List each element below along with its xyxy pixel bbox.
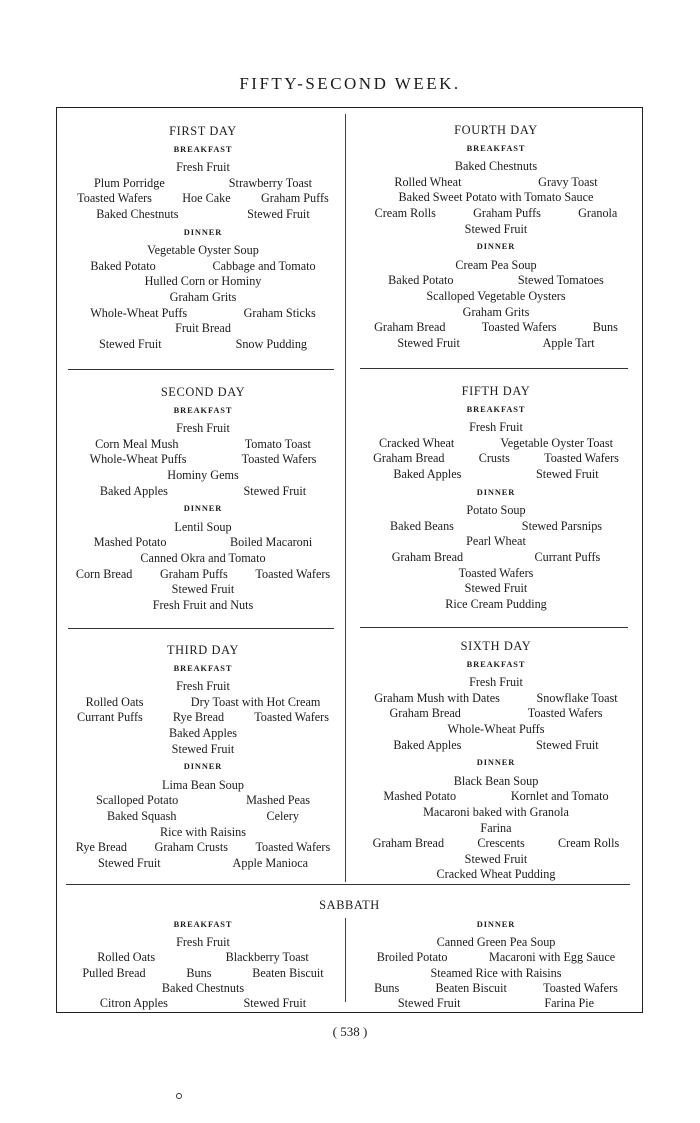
- menu-row: [62, 582, 344, 598]
- menu-item: Baked Apples: [99, 483, 168, 498]
- menu-row: [356, 503, 636, 519]
- day-title: THIRD DAY: [166, 643, 240, 657]
- menu-item: Cracked Wheat: [379, 435, 455, 450]
- menu-row: [62, 274, 344, 290]
- menu-row: [356, 467, 636, 483]
- menu-item: Rolled Oats: [85, 694, 144, 709]
- menu-row: [62, 950, 344, 965]
- menu-item: Fruit Bread: [175, 321, 231, 336]
- day-section: [356, 123, 636, 351]
- menu-row: [356, 691, 636, 707]
- menu-item: Broiled Potato: [376, 950, 448, 965]
- menu-row: [356, 935, 636, 950]
- menu-item: Stewed Fruit: [171, 582, 235, 597]
- menu-item: Baked Apples: [393, 737, 462, 752]
- menu-row: [62, 160, 344, 176]
- menu-row: [62, 421, 344, 437]
- menu-row: [356, 258, 636, 274]
- menu-item: Buns: [186, 965, 212, 980]
- menu-item: Graham Sticks: [243, 305, 316, 320]
- menu-item: Stewed Fruit: [97, 855, 161, 870]
- menu-item: Cream Rolls: [558, 836, 620, 851]
- menu-item: Canned Green Pea Soup: [436, 935, 556, 950]
- menu-row: [356, 190, 636, 206]
- menu-row: [356, 305, 636, 321]
- menu-item: Citron Apples: [99, 996, 168, 1011]
- menu-row: [356, 175, 636, 191]
- day-section: [62, 385, 344, 613]
- menu-row: [356, 206, 636, 222]
- menu-row: [356, 550, 636, 566]
- menu-row: [62, 207, 344, 223]
- menu-item: Lentil Soup: [174, 519, 232, 534]
- menu-item: Black Bean Soup: [453, 773, 539, 788]
- menu-item: Baked Apples: [393, 466, 462, 481]
- menu-item: Fresh Fruit and Nuts: [152, 597, 254, 612]
- menu-item: Fresh Fruit: [469, 675, 523, 690]
- menu-row: [62, 337, 344, 353]
- menu-row: [356, 436, 636, 452]
- menu-row: [356, 821, 636, 837]
- menu-row: [62, 290, 344, 306]
- menu-item: Graham Grits: [169, 289, 237, 304]
- day-title: SIXTH DAY: [460, 639, 532, 653]
- menu-item: Stewed Fruit: [247, 206, 310, 221]
- menu-item: Whole-Wheat Puffs: [89, 452, 187, 467]
- menu-item: Tomato Toast: [244, 436, 311, 451]
- menu-item: Hominy Gems: [167, 467, 239, 482]
- dinner-label: DINNER: [476, 758, 516, 768]
- menu-row: [356, 966, 636, 981]
- menu-row: [62, 567, 344, 583]
- menu-item: Stewed Fruit: [171, 741, 235, 756]
- day-title: FIFTH DAY: [461, 384, 531, 398]
- menu-item: Stewed Fruit: [243, 996, 307, 1011]
- menu-row: [62, 259, 344, 275]
- menu-item: Toasted Wafers: [481, 320, 557, 335]
- menu-row: [356, 981, 636, 996]
- menu-item: Rolled Wheat: [394, 174, 462, 189]
- menu-item: Stewed Tomatoes: [517, 273, 604, 288]
- menu-item: Currant Puffs: [534, 549, 601, 564]
- menu-item: Corn Bread: [75, 566, 133, 581]
- menu-item: Stewed Fruit: [464, 851, 528, 866]
- menu-item: Toasted Wafers: [458, 565, 534, 580]
- breakfast-label: BREAKFAST: [466, 659, 526, 669]
- menu-item: Fresh Fruit: [176, 679, 230, 694]
- menu-item: Crusts: [478, 451, 510, 466]
- menu-item: Hoe Cake: [182, 191, 231, 206]
- menu-row: [356, 789, 636, 805]
- sabbath-title: SABBATH: [319, 898, 380, 912]
- menu-item: Graham Grits: [462, 304, 530, 319]
- menu-row: [356, 996, 636, 1011]
- day-separator: [360, 627, 628, 628]
- menu-row: [356, 675, 636, 691]
- menu-item: Hulled Corn or Hominy: [144, 274, 262, 289]
- menu-item: Baked Beans: [389, 518, 454, 533]
- menu-item: Cream Rolls: [374, 205, 436, 220]
- menu-item: Dry Toast with Hot Cream: [190, 694, 321, 709]
- menu-row: [62, 468, 344, 484]
- breakfast-label: BREAKFAST: [466, 143, 526, 153]
- menu-item: Pearl Wheat: [466, 534, 526, 549]
- menu-item: Stewed Parsnips: [521, 518, 603, 533]
- menu-item: Pulled Bread: [82, 965, 146, 980]
- menu-item: Strawberry Toast: [228, 175, 312, 190]
- menu-row: [62, 809, 344, 825]
- menu-item: Rye Bread: [75, 840, 128, 855]
- menu-item: Stewed Fruit: [464, 581, 528, 596]
- menu-row: [356, 774, 636, 790]
- menu-row: [62, 551, 344, 567]
- menu-item: Celery: [266, 808, 299, 823]
- menu-item: Rye Bread: [172, 710, 225, 725]
- menu-item: Graham Bread: [391, 549, 464, 564]
- menu-item: Plum Porridge: [94, 175, 165, 190]
- menu-item: Graham Bread: [373, 451, 445, 466]
- menu-item: Canned Okra and Tomato: [140, 550, 266, 565]
- menu-item: Buns: [374, 980, 400, 995]
- day-separator: [68, 628, 334, 629]
- column-divider: [345, 114, 346, 882]
- menu-item: Toasted Wafers: [77, 191, 152, 206]
- menu-row: [62, 243, 344, 259]
- day-section: [356, 639, 636, 883]
- menu-item: Baked Potato: [90, 258, 156, 273]
- menu-item: Graham Bread: [374, 320, 446, 335]
- menu-item: Graham Puffs: [473, 205, 541, 220]
- dinner-label: DINNER: [476, 242, 516, 252]
- menu-item: Graham Puffs: [260, 191, 329, 206]
- menu-row: [356, 805, 636, 821]
- menu-item: Graham Crusts: [154, 840, 228, 855]
- menu-row: [62, 778, 344, 794]
- menu-item: Fresh Fruit: [469, 420, 523, 435]
- menu-row: [62, 695, 344, 711]
- menu-item: Buns: [592, 320, 618, 335]
- menu-item: Macaroni baked with Granola: [423, 804, 569, 819]
- menu-item: Kornlet and Tomato: [510, 789, 609, 804]
- menu-item: Baked Squash: [107, 808, 177, 823]
- menu-item: Toasted Wafers: [254, 710, 329, 725]
- breakfast-label: BREAKFAST: [173, 144, 233, 154]
- menu-item: Farina: [480, 820, 512, 835]
- menu-row: [62, 679, 344, 695]
- menu-row: [62, 191, 344, 207]
- menu-item: Graham Mush with Dates: [374, 690, 500, 705]
- menu-row: [62, 452, 344, 468]
- menu-row: [62, 520, 344, 536]
- breakfast-label: BREAKFAST: [466, 404, 526, 414]
- day-separator: [68, 369, 334, 370]
- menu-row: [62, 996, 344, 1011]
- day-section: [62, 124, 344, 352]
- menu-item: Steamed Rice with Raisins: [430, 965, 562, 980]
- menu-item: Stewed Fruit: [536, 737, 599, 752]
- menu-item: Whole-Wheat Puffs: [447, 721, 545, 736]
- menu-item: Graham Bread: [372, 836, 445, 851]
- menu-row: [356, 534, 636, 550]
- day-separator: [360, 368, 628, 369]
- menu-item: Lima Bean Soup: [162, 777, 244, 792]
- menu-item: Boiled Macaroni: [230, 535, 313, 550]
- menu-item: Apple Manioca: [232, 855, 309, 870]
- menu-item: Fresh Fruit: [176, 421, 230, 436]
- menu-item: Gravy Toast: [538, 174, 598, 189]
- menu-row: [62, 710, 344, 726]
- menu-row: [356, 336, 636, 352]
- menu-item: Potato Soup: [466, 503, 526, 518]
- menu-row: [62, 306, 344, 322]
- menu-row: [62, 726, 344, 742]
- menu-item: Toasted Wafers: [544, 451, 619, 466]
- dinner-label: DINNER: [183, 762, 223, 772]
- menu-row: [356, 566, 636, 582]
- menu-item: Snowflake Toast: [536, 690, 618, 705]
- menu-item: Apple Tart: [542, 335, 595, 350]
- menu-item: Rolled Oats: [97, 950, 156, 965]
- menu-item: Currant Puffs: [77, 710, 143, 725]
- menu-item: Blackberry Toast: [225, 950, 309, 965]
- menu-item: Vegetable Oyster Toast: [500, 435, 613, 450]
- menu-item: Snow Pudding: [235, 336, 308, 351]
- menu-row: [62, 981, 344, 996]
- menu-row: [62, 176, 344, 192]
- menu-item: Mashed Peas: [246, 793, 311, 808]
- menu-item: Graham Puffs: [159, 566, 228, 581]
- menu-item: Cracked Wheat Pudding: [436, 867, 556, 882]
- sabbath-dinner: [356, 915, 636, 1011]
- menu-row: [356, 289, 636, 305]
- menu-item: Scalloped Potato: [95, 793, 179, 808]
- menu-row: [62, 598, 344, 614]
- dinner-label: DINNER: [183, 504, 223, 514]
- menu-row: [62, 966, 344, 981]
- menu-row: [62, 437, 344, 453]
- menu-item: Cream Pea Soup: [455, 257, 537, 272]
- menu-row: [62, 856, 344, 872]
- menu-row: [356, 519, 636, 535]
- menu-item: Baked Potato: [388, 273, 454, 288]
- menu-row: [62, 742, 344, 758]
- menu-item: Macaroni with Egg Sauce: [488, 950, 616, 965]
- sabbath-separator: [66, 884, 630, 885]
- menu-item: Fresh Fruit: [176, 160, 230, 175]
- day-title: SECOND DAY: [160, 385, 246, 399]
- menu-row: [356, 222, 636, 238]
- page-number: ( 538 ): [332, 1024, 368, 1039]
- menu-row: [62, 840, 344, 856]
- menu-row: [356, 852, 636, 868]
- menu-item: Toasted Wafers: [255, 840, 331, 855]
- menu-item: Toasted Wafers: [527, 706, 603, 721]
- menu-item: Scalloped Vegetable Oysters: [426, 288, 566, 303]
- menu-item: Stewed Fruit: [98, 336, 162, 351]
- menu-row: [356, 867, 636, 883]
- breakfast-label: BREAKFAST: [173, 920, 233, 929]
- day-section: [62, 643, 344, 871]
- sabbath-column-divider: [345, 918, 346, 1002]
- menu-row: [62, 793, 344, 809]
- menu-item: Stewed Fruit: [243, 483, 307, 498]
- menu-item: Beaten Biscuit: [435, 980, 507, 995]
- menu-row: [356, 451, 636, 467]
- menu-row: [62, 321, 344, 337]
- menu-item: Baked Chestnuts: [161, 980, 245, 995]
- printer-mark: [176, 1093, 182, 1099]
- menu-item: Baked Sweet Potato with Tomato Sauce: [398, 190, 594, 205]
- sabbath-breakfast: [62, 915, 344, 1011]
- menu-item: Fresh Fruit: [176, 935, 230, 950]
- menu-item: Baked Apples: [168, 725, 238, 740]
- menu-row: [62, 535, 344, 551]
- menu-item: Stewed Fruit: [397, 335, 460, 350]
- menu-row: [356, 738, 636, 754]
- breakfast-label: BREAKFAST: [173, 405, 233, 415]
- dinner-label: DINNER: [476, 487, 516, 497]
- menu-item: Baked Chestnuts: [454, 159, 538, 174]
- menu-item: Vegetable Oyster Soup: [147, 243, 259, 258]
- menu-row: [356, 159, 636, 175]
- menu-row: [62, 935, 344, 950]
- menu-item: Toasted Wafers: [255, 566, 331, 581]
- menu-item: Whole-Wheat Puffs: [90, 305, 188, 320]
- menu-row: [356, 950, 636, 965]
- menu-item: Baked Chestnuts: [96, 206, 179, 221]
- menu-item: Cabbage and Tomato: [212, 258, 316, 273]
- menu-item: Mashed Potato: [383, 789, 457, 804]
- menu-item: Stewed Fruit: [397, 996, 461, 1011]
- menu-row: [62, 484, 344, 500]
- dinner-label: DINNER: [476, 920, 516, 929]
- menu-row: [356, 581, 636, 597]
- menu-item: Graham Bread: [389, 706, 461, 721]
- menu-item: Farina Pie: [544, 996, 595, 1011]
- menu-item: Mashed Potato: [93, 535, 167, 550]
- menu-row: [356, 722, 636, 738]
- page-title: FIFTY-SECOND WEEK.: [239, 74, 461, 93]
- menu-row: [356, 706, 636, 722]
- day-title: FOURTH DAY: [454, 123, 538, 137]
- menu-item: Rice Cream Pudding: [445, 596, 547, 611]
- menu-item: Beaten Biscuit: [252, 965, 324, 980]
- menu-row: [62, 825, 344, 841]
- menu-item: Granola: [578, 205, 618, 220]
- menu-item: Crescents: [477, 836, 525, 851]
- menu-row: [356, 597, 636, 613]
- menu-item: Corn Meal Mush: [95, 436, 179, 451]
- menu-item: Stewed Fruit: [464, 221, 528, 236]
- menu-row: [356, 320, 636, 336]
- menu-item: Toasted Wafers: [543, 980, 618, 995]
- menu-row: [356, 836, 636, 852]
- breakfast-label: BREAKFAST: [173, 663, 233, 673]
- menu-row: [356, 420, 636, 436]
- dinner-label: DINNER: [183, 227, 223, 237]
- menu-item: Rice with Raisins: [160, 824, 246, 839]
- day-section: [356, 384, 636, 612]
- day-title: FIRST DAY: [169, 124, 237, 138]
- menu-item: Stewed Fruit: [536, 466, 599, 481]
- menu-row: [356, 273, 636, 289]
- menu-item: Toasted Wafers: [241, 452, 317, 467]
